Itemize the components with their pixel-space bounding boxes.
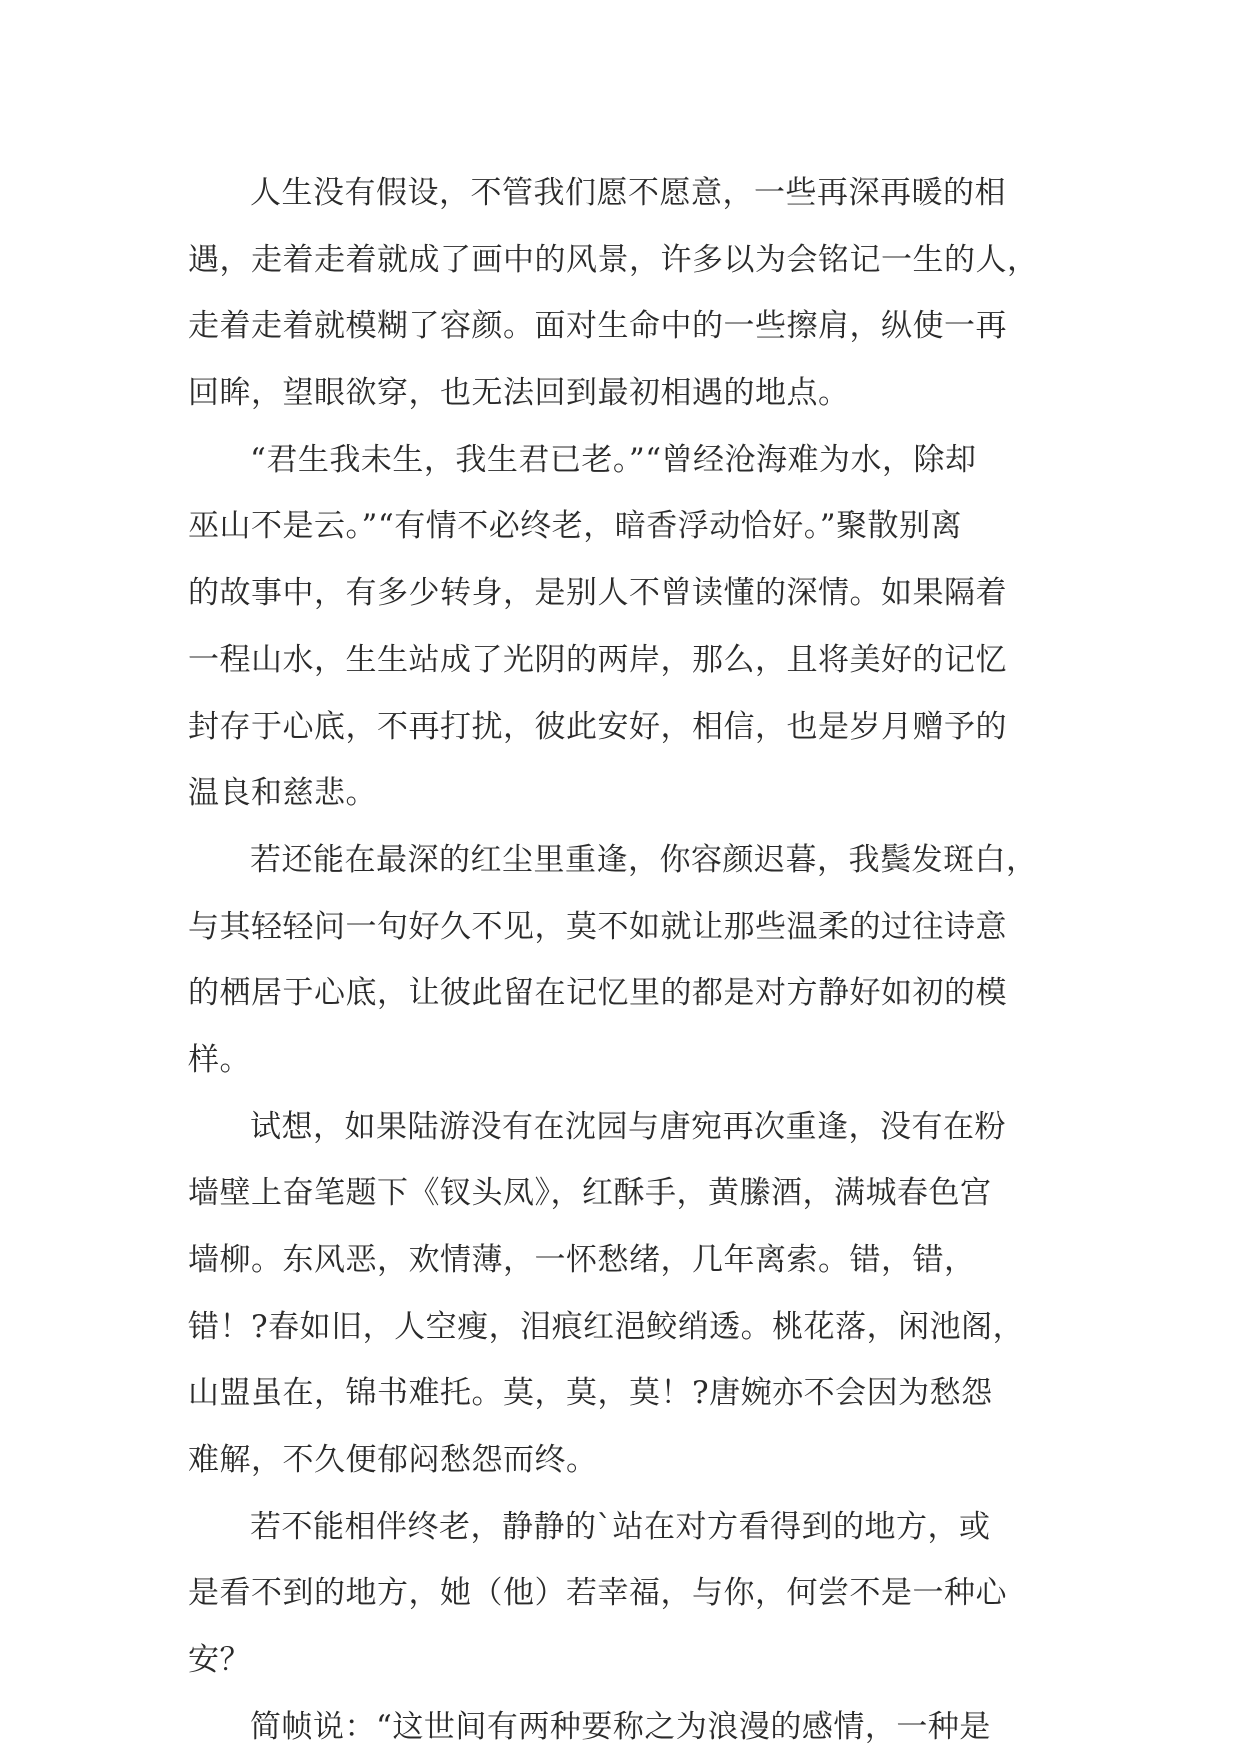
text-line: 回眸，望眼欲穿，也无法回到最初相遇的地点。 (188, 375, 850, 412)
text-line: 错！?春如旧，人空瘦，泪痕红浥鲛绡透。桃花落，闲池阁， (188, 1308, 1025, 1345)
paragraph-first-line: 试想，如果陆游没有在沈园与唐宛再次重逢，没有在粉 (250, 1108, 1006, 1145)
text-line: 的栖居于心底，让彼此留在记忆里的都是对方静好如初的模 (188, 975, 1007, 1012)
paragraph-first-line: 人生没有假设，不管我们愿不愿意，一些再深再暖的相 (250, 175, 1006, 211)
text-line: 遇，走着走着就成了画中的风景，许多以为会铭记一生的人， (188, 241, 1039, 278)
text-line: 安？ (188, 1642, 251, 1679)
text-line: 走着走着就模糊了容颜。面对生命中的一些擦肩，纵使一再 (188, 308, 1007, 345)
text-line: 巫山不是云。”“有情不必终老，暗香浮动恰好。”聚散别离 (188, 508, 963, 545)
text-line: 的故事中，有多少转身，是别人不曾读懂的深情。如果隔着 (188, 575, 1007, 612)
paragraph-first-line: 若还能在最深的红尘里重逢，你容颜迟暮，我鬓发斑白， (250, 841, 1038, 878)
paragraph-first-line: 简帧说：“这世间有两种要称之为浪漫的感情，一种是 (250, 1708, 991, 1745)
text-line: 墙壁上奋笔题下《钗头凤》，红酥手，黄縢酒，满城春色宫 (188, 1175, 992, 1212)
text-line: 是看不到的地方，她（他）若幸福，与你，何尝不是一种心 (188, 1575, 1007, 1612)
text-line: 山盟虽在，锦书难托。莫，莫，莫！?唐婉亦不会因为愁怨 (188, 1375, 993, 1412)
text-line: 一程山水，生生站成了光阴的两岸，那么，且将美好的记忆 (188, 641, 1007, 678)
text-line: 难解，不久便郁闷愁怨而终。 (188, 1442, 598, 1479)
text-line: 墙柳。东风恶，欢情薄，一怀愁绪，几年离索。错，错， (188, 1242, 976, 1278)
text-line: 温良和慈悲。 (188, 775, 377, 812)
paragraph-first-line: “君生我未生，我生君已老。”“曾经沧海难为水，除却 (250, 441, 977, 478)
paragraph-first-line: 若不能相伴终老，静静的`站在对方看得到的地方，或 (250, 1508, 991, 1545)
text-line: 封存于心底，不再打扰，彼此安好，相信，也是岁月赠予的 (188, 708, 1007, 745)
text-line: 样。 (188, 1041, 251, 1078)
text-line: 与其轻轻问一句好久不见，莫不如就让那些温柔的过往诗意 (188, 908, 1007, 945)
body-text (188, 160, 1053, 1761)
